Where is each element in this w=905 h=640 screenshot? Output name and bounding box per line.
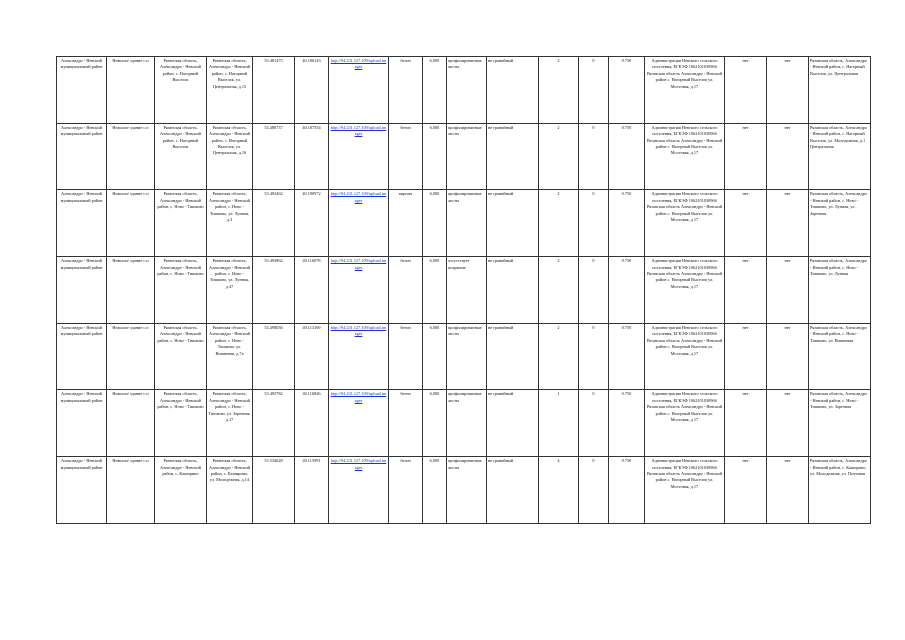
volume-cell: 0.750 bbox=[609, 257, 645, 324]
count-1-cell: 2 bbox=[539, 257, 579, 324]
material-cell: бетон bbox=[389, 323, 423, 390]
photo-link-cell bbox=[329, 390, 389, 457]
photo-link-cell bbox=[329, 323, 389, 390]
table-row bbox=[57, 323, 871, 390]
serviced-area-cell: Рязанская область, Александро - Невский район, с. Каширино, ул. Молодежная, ул. Почтовая bbox=[809, 457, 871, 524]
serviced-area-cell: Рязанская область, Александро - Невский район, с. Ново - Тишково, ул. Вишневая bbox=[809, 323, 871, 390]
latitude-cell: 53.480737 bbox=[253, 123, 295, 190]
owner-cell: Администрация Невского сельского поселения, ЕГКЭФ 1062101030966 Рязанская область Александро - Невский район с. Нагорный Выселок ул. Мостовая, д.17 bbox=[645, 123, 725, 190]
material-cell: бетон bbox=[389, 390, 423, 457]
status-cell: не гравийный bbox=[487, 190, 539, 257]
area-cell: 6,000 bbox=[423, 457, 447, 524]
flag-1-cell: нет bbox=[725, 57, 767, 124]
area-cell: 6,000 bbox=[423, 57, 447, 124]
serviced-area-cell: Рязанская область, Александро - Невский район, с. Ново - Тишково, ул. Заречная bbox=[809, 390, 871, 457]
count-2-cell: 0 bbox=[579, 123, 609, 190]
latitude-cell: 53.492462 bbox=[253, 190, 295, 257]
longitude-cell: 40.116078 bbox=[295, 257, 329, 324]
object-type-cell: Нежилое здание с.п bbox=[107, 57, 155, 124]
longitude-cell: 40.187354 bbox=[295, 123, 329, 190]
volume-cell: 0.750 bbox=[609, 390, 645, 457]
address-cell: Рязанская область, Александро - Невский район, с. Каширино bbox=[155, 457, 207, 524]
count-2-cell: 0 bbox=[579, 57, 609, 124]
flag-1-cell: нет bbox=[725, 190, 767, 257]
photo-link[interactable]: http://94.231.127.109/upload.images bbox=[330, 191, 387, 203]
longitude-cell: 40.115991 bbox=[295, 457, 329, 524]
serviced-area-cell: Рязанская область, Александро - Невский район, с. Нагорный Выселок, ул. Молодежная, д.1 Центральная bbox=[809, 123, 871, 190]
object-type-cell: Нежилое здание с.п bbox=[107, 457, 155, 524]
count-1-cell: 1 bbox=[539, 390, 579, 457]
latitude-cell: 53.498036 bbox=[253, 323, 295, 390]
flag-2-cell: нет bbox=[767, 190, 809, 257]
address-cell: Рязанская область, Александро - Невский район, с. Нагорный Выселок bbox=[155, 123, 207, 190]
photo-link[interactable]: http://94.231.127.109/upload.images bbox=[330, 391, 387, 403]
status-cell: не гравийный bbox=[487, 323, 539, 390]
flag-2-cell: нет bbox=[767, 57, 809, 124]
longitude-cell: 40.116826 bbox=[295, 390, 329, 457]
object-type-cell: Нежилое здание с.п bbox=[107, 123, 155, 190]
full-address-cell: Рязанская область, Александро - Невский район, с. Ново - Тишково, ул. Вишневая, д.7а bbox=[207, 323, 253, 390]
latitude-cell: 53.493862 bbox=[253, 257, 295, 324]
longitude-cell: 40.113169 bbox=[295, 323, 329, 390]
owner-cell: Администрация Невского сельского поселения, ЕГКЭФ 1062101030966 Рязанская область Александро - Невский район с. Нагорный Выселок ул. Мостовая, д.17 bbox=[645, 190, 725, 257]
table-body bbox=[57, 57, 871, 524]
address-cell: Рязанская область, Александро - Невский район, с. Ново - Тишково bbox=[155, 257, 207, 324]
latitude-cell: 53.534628 bbox=[253, 457, 295, 524]
photo-link-cell bbox=[329, 457, 389, 524]
area-cell: 6,000 bbox=[423, 390, 447, 457]
photo-link[interactable]: http://94.231.127.109/upload.images bbox=[330, 258, 387, 270]
object-type-cell: Нежилое здание с.п bbox=[107, 390, 155, 457]
surface-cell: профилированные листы bbox=[447, 390, 487, 457]
flag-2-cell: нет bbox=[767, 123, 809, 190]
count-2-cell: 0 bbox=[579, 190, 609, 257]
flag-1-cell: нет bbox=[725, 257, 767, 324]
count-1-cell: 2 bbox=[539, 123, 579, 190]
owner-cell: Администрация Невского сельского поселения, ЕГКЭФ 1062101030966 Рязанская область Александро - Невский район с. Нагорный Выселок ул. Мостовая, д.17 bbox=[645, 323, 725, 390]
district-cell: Александро - Невский муниципальный район bbox=[57, 123, 107, 190]
photo-link[interactable]: http://94.231.127.109/upload.images bbox=[330, 124, 387, 137]
owner-cell: Администрация Невского сельского поселения, ЕГКЭФ 1062101030966 Рязанская область Александро - Невский район с. Нагорный Выселок ул. Мостовая, д.17 bbox=[645, 457, 725, 524]
address-cell: Рязанская область, Александро - Невский район, с. Ново - Тишково bbox=[155, 390, 207, 457]
district-cell: Александро - Невский муниципальный район bbox=[57, 390, 107, 457]
count-2-cell: 0 bbox=[579, 257, 609, 324]
volume-cell: 0.750 bbox=[609, 57, 645, 124]
status-cell: не гравийный bbox=[487, 123, 539, 190]
full-address-cell: Рязанская область, Александро - Невский район, с. Ново - Тишково, ул. Заречная, д.17 bbox=[207, 390, 253, 457]
full-address-cell: Рязанская область, Александро - Невский район, с. Нагорный Выселок, ул. Центральная, д.15 bbox=[207, 57, 253, 124]
address-cell: Рязанская область, Александро - Невский район, с. Ново - Тишково bbox=[155, 190, 207, 257]
object-type-cell: Нежилое здание с.п bbox=[107, 257, 155, 324]
full-address-cell: Рязанская область, Александро - Невский район, с. Ново - Тишково, ул. Лунная, д.47 bbox=[207, 257, 253, 324]
count-2-cell: 0 bbox=[579, 323, 609, 390]
count-2-cell: 0 bbox=[579, 390, 609, 457]
count-2-cell: 0 bbox=[579, 457, 609, 524]
flag-1-cell: нет bbox=[725, 123, 767, 190]
photo-link-cell bbox=[329, 57, 389, 124]
table-row bbox=[57, 257, 871, 324]
photo-link-cell bbox=[329, 123, 389, 190]
material-cell: бетон bbox=[389, 457, 423, 524]
flag-1-cell: нет bbox=[725, 323, 767, 390]
surface-cell: профилированные листы bbox=[447, 123, 487, 190]
surface-cell: профилированные листы bbox=[447, 457, 487, 524]
table-row bbox=[57, 190, 871, 257]
address-cell: Рязанская область, Александро - Невский район, с. Ново - Тишково bbox=[155, 323, 207, 390]
area-cell: 6,000 bbox=[423, 123, 447, 190]
owner-cell: Администрация Невского сельского поселения, ЕГКЭФ 1062101030966 Рязанская область Александро - Невский район с. Нагорный Выселок ул. Мостовая, д.17 bbox=[645, 257, 725, 324]
table-row bbox=[57, 457, 871, 524]
count-1-cell: 2 bbox=[539, 323, 579, 390]
latitude-cell: 53.481475 bbox=[253, 57, 295, 124]
latitude-cell: 53.493782 bbox=[253, 390, 295, 457]
district-cell: Александро - Невский муниципальный район bbox=[57, 190, 107, 257]
material-cell: бетон bbox=[389, 123, 423, 190]
photo-link[interactable]: http://94.231.127.109/upload.images bbox=[330, 58, 387, 70]
table-row bbox=[57, 123, 871, 190]
full-address-cell: Рязанская область, Александро - Невский район, с. Каширино, ул. Молодежная, д.14 bbox=[207, 457, 253, 524]
count-1-cell: 2 bbox=[539, 190, 579, 257]
address-cell: Рязанская область, Александро - Невский район, с. Нагорный Выселок bbox=[155, 57, 207, 124]
surface-cell: профилированные листы bbox=[447, 323, 487, 390]
object-type-cell: Нежилое здание с.п bbox=[107, 323, 155, 390]
material-cell: кирпич bbox=[389, 190, 423, 257]
flag-2-cell: нет bbox=[767, 390, 809, 457]
serviced-area-cell: Рязанская область, Александро - Невский район, с. Ново - Тишково, ул. Лунная bbox=[809, 257, 871, 324]
area-cell: 6,000 bbox=[423, 257, 447, 324]
volume-cell: 0.750 bbox=[609, 457, 645, 524]
volume-cell: 0.750 bbox=[609, 323, 645, 390]
surface-cell: профилированные листы bbox=[447, 190, 487, 257]
serviced-area-cell: Рязанская область, Александро - Невский район, с. Ново - Тишково, ул. Лунная, ул. Заречная bbox=[809, 190, 871, 257]
volume-cell: 0.750 bbox=[609, 190, 645, 257]
owner-cell: Администрация Невского сельского поселения, ЕГКЭФ 1062101030966 Рязанская область Александро - Невский район с. Нагорный Выселок ул. Мостовая, д.17 bbox=[645, 390, 725, 457]
status-cell: не гравийный bbox=[487, 390, 539, 457]
material-cell: бетон bbox=[389, 57, 423, 124]
volume-cell: 0.750 bbox=[609, 123, 645, 190]
longitude-cell: 40.190972 bbox=[295, 190, 329, 257]
district-cell: Александро - Невский муниципальный район bbox=[57, 457, 107, 524]
status-cell: не гравийный bbox=[487, 257, 539, 324]
flag-1-cell: нет bbox=[725, 457, 767, 524]
district-cell: Александро - Невский муниципальный район bbox=[57, 323, 107, 390]
serviced-area-cell: Рязанская область, Александро - Невский район, с. Нагорный Выселок, ул. Центральная bbox=[809, 57, 871, 124]
material-cell: бетон bbox=[389, 257, 423, 324]
district-cell: Александро - Невский муниципальный район bbox=[57, 257, 107, 324]
status-cell: не гравийный bbox=[487, 57, 539, 124]
flag-1-cell: нет bbox=[725, 390, 767, 457]
object-type-cell: Нежилое здание с.п bbox=[107, 190, 155, 257]
photo-link-cell bbox=[329, 190, 389, 257]
surface-cell: профилированные листы bbox=[447, 57, 487, 124]
table-row bbox=[57, 390, 871, 457]
full-address-cell: Рязанская область, Александро - Невский район, с. Нагорный Выселок, ул. Центральная, д.16 bbox=[207, 123, 253, 190]
count-1-cell: 2 bbox=[539, 57, 579, 124]
photo-link[interactable]: http://94.231.127.109/upload.images bbox=[330, 458, 387, 470]
photo-link[interactable]: http://94.231.127.109/upload.images bbox=[330, 324, 387, 337]
surface-cell: отсутствует покрытие bbox=[447, 257, 487, 324]
longitude-cell: 40.186143 bbox=[295, 57, 329, 124]
photo-link-cell bbox=[329, 257, 389, 324]
area-cell: 6,000 bbox=[423, 323, 447, 390]
flag-2-cell: нет bbox=[767, 323, 809, 390]
count-1-cell: 4 bbox=[539, 457, 579, 524]
table-row bbox=[57, 57, 871, 124]
flag-2-cell: нет bbox=[767, 257, 809, 324]
full-address-cell: Рязанская область, Александро - Невский район, с. Ново - Тишково, ул. Лунная, д.3 bbox=[207, 190, 253, 257]
registry-table bbox=[56, 56, 871, 524]
flag-2-cell: нет bbox=[767, 457, 809, 524]
status-cell: не гравийный bbox=[487, 457, 539, 524]
district-cell: Александро - Невский муниципальный район bbox=[57, 57, 107, 124]
owner-cell: Администрация Невского сельского поселения, ЕГКЭФ 1062101030966 Рязанская область Александро - Невский район с. Нагорный Выселок ул. Мостовая, д.17 bbox=[645, 57, 725, 124]
area-cell: 6,000 bbox=[423, 190, 447, 257]
